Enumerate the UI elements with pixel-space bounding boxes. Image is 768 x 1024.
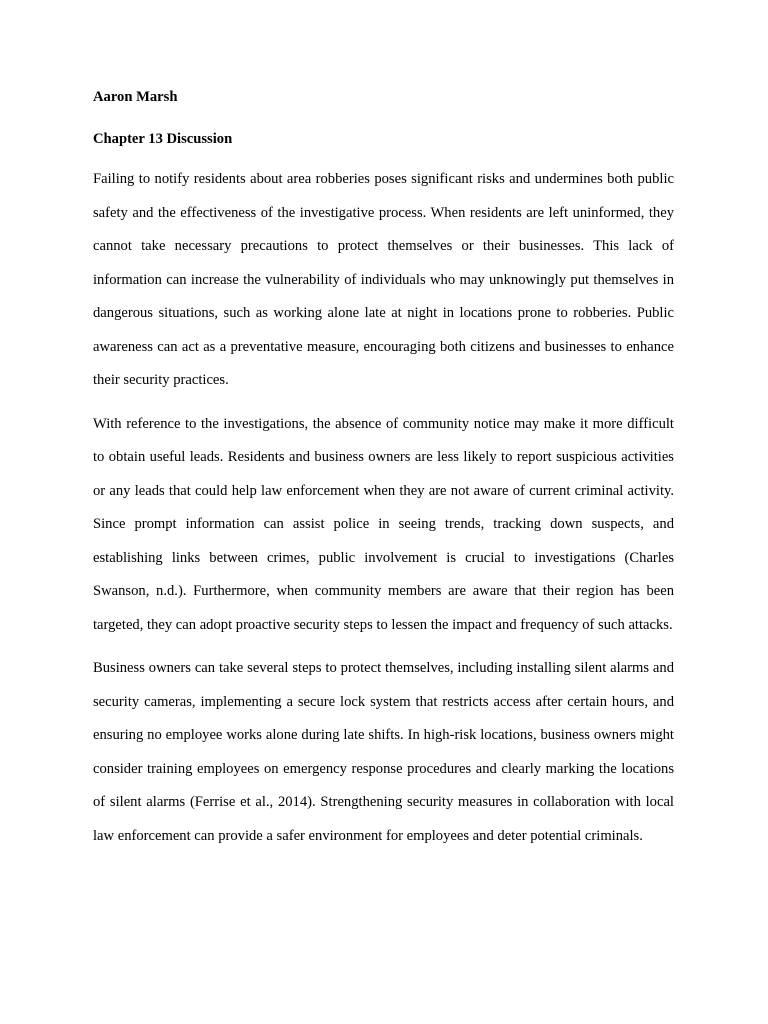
paragraph-3: Business owners can take several steps to protect themselves, including installing silent alarms and security cameras, implementing a secure lock system that restricts access after certain hours, and ensuring no employee works alone during late shifts. In high-risk locations, business owners might consider training employees on emergency response procedures and clearly marking the locations of silent alarms (Ferrise et al., 2014). Strengthening security measures in collaboration with local law enforcement can provide a safer environment for employees and deter potential criminals. — [93, 660, 674, 844]
author-name: Aaron Marsh — [93, 89, 178, 105]
document-body — [93, 86, 674, 853]
paragraph-2: With reference to the investigations, the absence of community notice may make it more difficult to obtain useful leads. Residents and business owners are less likely to report suspicious activities or any leads that could help law enforcement when they are not aware of current criminal activity. Since prompt information can assist police in seeing trends, tracking down suspects, and establishing links between crimes, public involvement is crucial to investigations (Charles Swanson, n.d.). Furthermore, when community members are aware that their region has been targeted, they can adopt proactive security steps to lessen the impact and frequency of such attacks. — [93, 415, 674, 633]
document-title: Chapter 13 Discussion — [93, 131, 233, 147]
paragraph-1: Failing to notify residents about area robberies poses significant risks and undermines both public safety and the effectiveness of the investigative process. When residents are left uninformed, they cannot take necessary precautions to protect themselves or their businesses. This lack of information can increase the vulnerability of individuals who may unknowingly put themselves in dangerous situations, such as working alone late at night in locations prone to robberies. Public awareness can act as a preventative measure, encouraging both citizens and businesses to enhance their security practices. — [93, 171, 674, 388]
